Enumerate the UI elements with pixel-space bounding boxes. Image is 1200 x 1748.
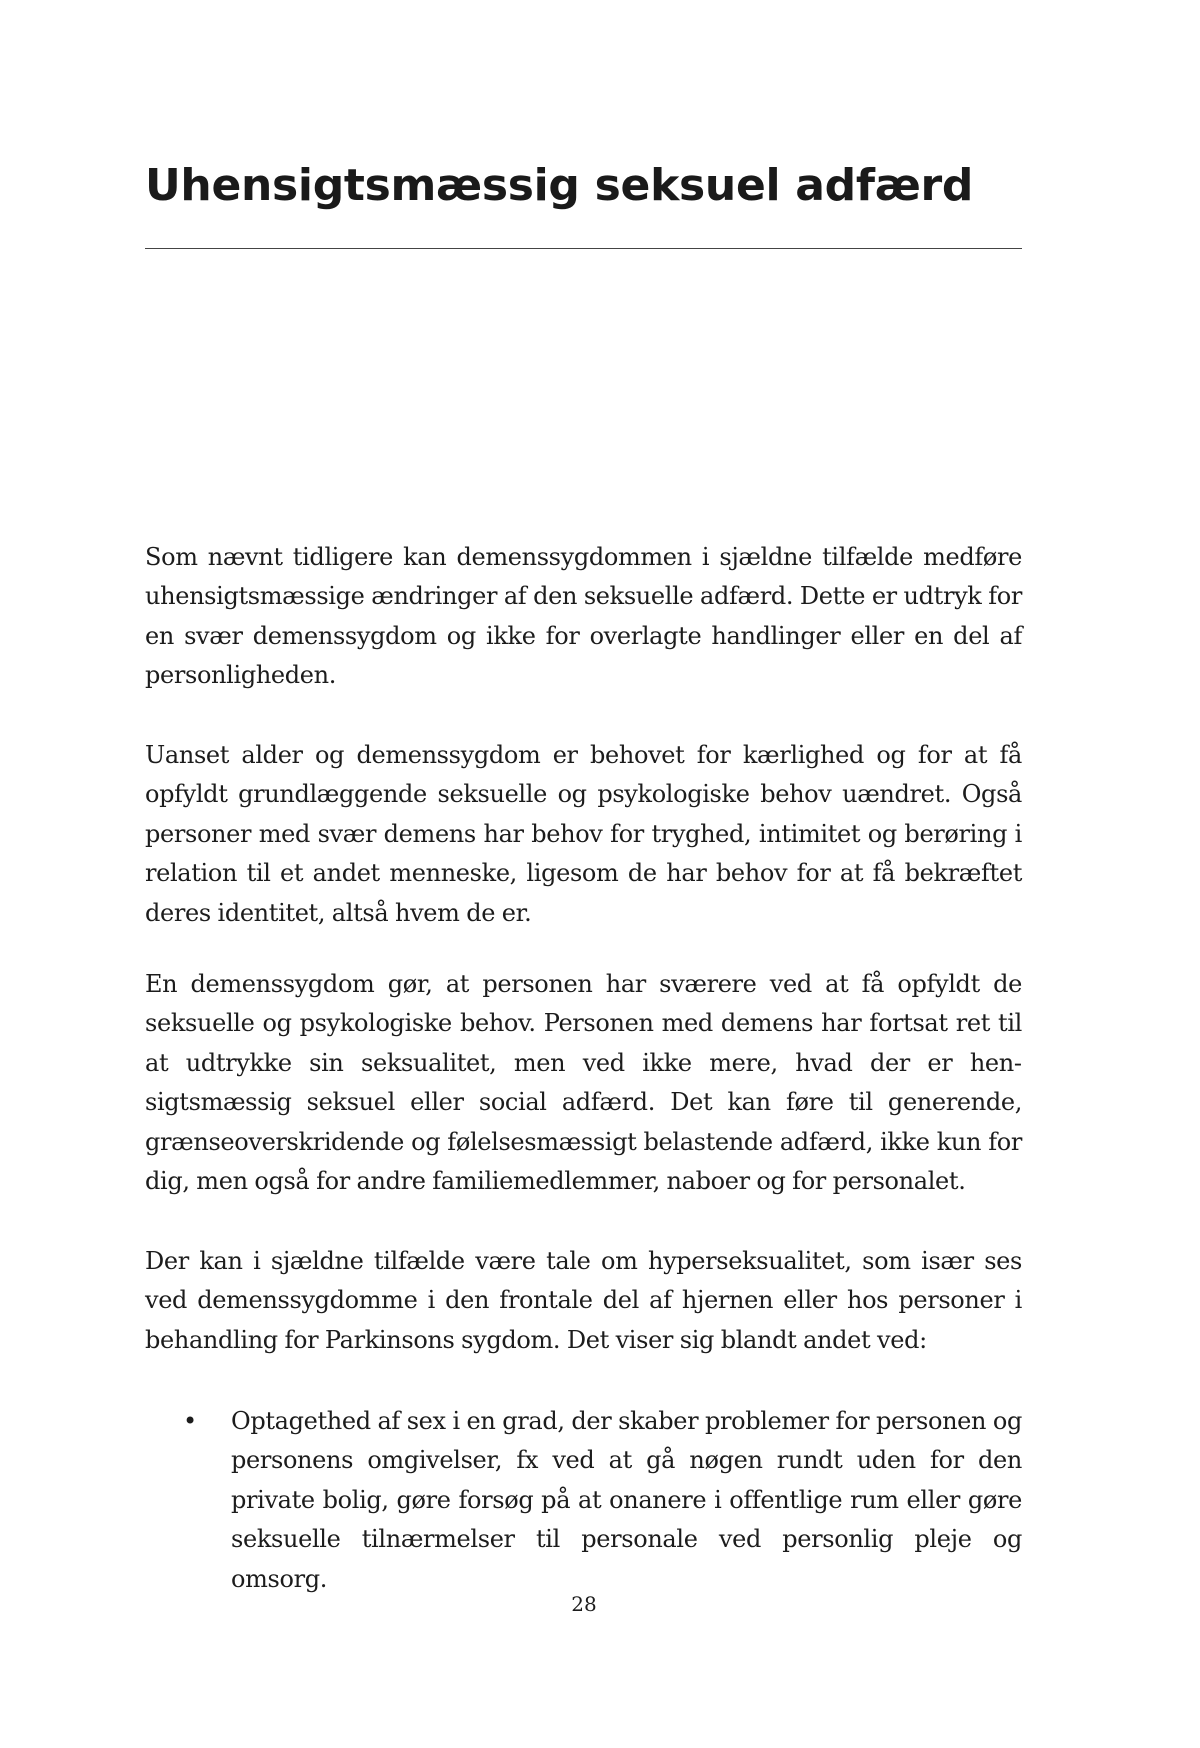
paragraph-4 <box>145 1242 1022 1360</box>
bullet-text: Optagethed af sex i en grad, der skaber problemer for personen og personens omgivelser, fx ved at gå nøgen rundt uden for den private bolig, gøre forsøg på at onanere i offentlige rum eller gøre seksuelle tilnærmelser til personale ved personlig pleje og omsorg. <box>231 1407 1022 1593</box>
bullet-list <box>145 1402 1022 1599</box>
paragraph-text: En demenssygdom gør, at personen har sværere ved at få opfyldt de seksuelle og psykologiske behov. Personen med demens har fortsat ret til at udtrykke sin seksualitet, men ved ikke mere, hvad der er hensigtsmæssig seksuel eller social adfærd. Det kan føre til generende, grænseoverskridende og følelsesmæssigt belastende adfærd, ikke kun for dig, men også for andre familiemedlemmer, naboer og for personalet. <box>145 970 1022 1196</box>
bullet-icon: • <box>183 1407 198 1435</box>
paragraph-3 <box>145 965 1022 1201</box>
paragraph-text: Der kan i sjældne tilfælde være tale om hyperseksualitet, som især ses ved demenssygdomme i den frontale del af hjernen eller hos personer i behandling for Parkinsons sygdom. Det viser sig blandt andet ved: <box>145 1247 1022 1354</box>
page-number: 28 <box>571 1592 597 1616</box>
list-item <box>145 1402 1022 1599</box>
page-title: Uhensigtsmæssig seksuel adfærd <box>145 160 974 211</box>
paragraph-1 <box>145 538 1022 696</box>
paragraph-2 <box>145 736 1022 933</box>
paragraph-text: Uanset alder og demenssygdom er behovet for kærlighed og for at få opfyldt grundlæggende seksuelle og psykologiske behov uændret. Også personer med svær demens har behov for tryghed, intimitet og berøring i relation til et andet menneske, ligesom de har behov for at få bekræftet deres identitet, altså hvem de er. <box>145 741 1022 927</box>
paragraph-text: Som nævnt tidligere kan demenssygdommen i sjældne tilfælde medføre uhensigtsmæssige ændringer af den seksuelle adfærd. Dette er udtryk for en svær demenssygdom og ikke for overlagte handlinger eller en del af personligheden. <box>145 543 1022 690</box>
title-divider <box>145 248 1022 249</box>
